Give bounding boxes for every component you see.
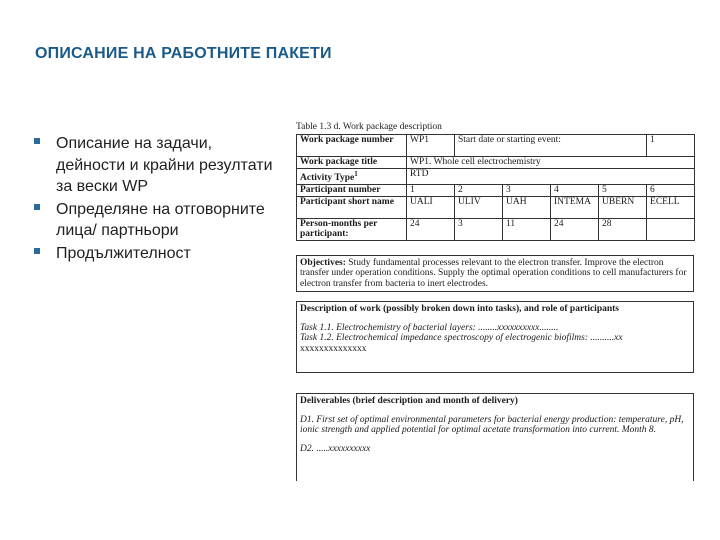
activity-type-value: RTD: [407, 169, 695, 185]
person-months-cell: 28: [599, 218, 647, 240]
wp-number-label: Work package number: [297, 135, 407, 157]
participant-name-label: Participant short name: [297, 196, 407, 218]
square-bullet-icon: [34, 138, 40, 144]
objectives-box: [296, 255, 694, 293]
wp-number-value: WP1: [407, 135, 455, 157]
task-line: Task 1.2. Electrochemical impedance spectroscopy of electrogenic biofilms: ..........xx: [300, 333, 623, 344]
person-months-cell: [647, 218, 695, 240]
square-bullet-icon: [34, 248, 40, 254]
objectives-label: Objectives:: [300, 257, 346, 268]
table-row: [297, 184, 695, 196]
participant-number-label: Participant number: [297, 184, 407, 196]
task-line-continued: xxxxxxxxxxxxxx: [300, 343, 367, 354]
participant-number-cell: 6: [647, 184, 695, 196]
deliverables-label: Deliverables (brief description and month of delivery): [300, 396, 518, 407]
person-months-cell: 24: [551, 218, 599, 240]
participant-number-cell: 5: [599, 184, 647, 196]
bullet-item: [34, 243, 274, 265]
participant-name-cell: UAH: [503, 196, 551, 218]
person-months-cell: 24: [407, 218, 455, 240]
deliverable-d1: D1. First set of optimal environmental parameters for bacterial energy production: temperature, pH, ionic strength and applied potential for optimal acetate transformation into current. Month 8.: [300, 414, 684, 436]
person-months-cell: 3: [455, 218, 503, 240]
start-date-label: Start date or starting event:: [455, 135, 647, 157]
participant-name-cell: UBERN: [599, 196, 647, 218]
table-row: [297, 169, 695, 185]
person-months-label: Person-months per participant:: [297, 218, 407, 240]
table-row: [297, 135, 695, 157]
start-date-value: 1: [647, 135, 695, 157]
participant-name-cell: ULIV: [455, 196, 503, 218]
bullet-text: Продължителност: [56, 244, 191, 262]
participant-name-cell: INTEMA: [551, 196, 599, 218]
description-box: [296, 301, 694, 373]
wp-title-value: WP1. Whole cell electrochemistry: [407, 157, 695, 169]
table-row: [297, 218, 695, 240]
table-row: [297, 196, 695, 218]
bullet-item: [34, 133, 274, 198]
person-months-cell: 11: [503, 218, 551, 240]
bullet-text: Определяне на отговорните лица/ партньори: [56, 200, 265, 239]
participant-number-cell: 4: [551, 184, 599, 196]
task-line: Task 1.1. Electrochemistry of bacterial layers: ........xxxxxxxxxx........: [300, 322, 559, 333]
table-caption: Table 1.3 d. Work package description: [296, 122, 442, 132]
page-title: ОПИСАНИЕ НА РАБОТНИТЕ ПАКЕТИ: [35, 45, 332, 62]
square-bullet-icon: [34, 204, 40, 210]
bullet-list: [34, 133, 274, 265]
participant-name-cell: ECELL: [647, 196, 695, 218]
participant-number-cell: 1: [407, 184, 455, 196]
bullet-text: Описание на задачи, дейности и крайни резултати за вески WP: [56, 135, 273, 195]
work-package-table: [296, 134, 695, 241]
deliverable-d2: D2. .....xxxxxxxxxx: [300, 443, 371, 454]
activity-type-label: Activity Type$^1$: [297, 169, 407, 185]
participant-number-cell: 2: [455, 184, 503, 196]
deliverables-box: [296, 393, 694, 481]
table-row: [297, 157, 695, 169]
objectives-text: Study fundamental processes relevant to the electron transfer. Improve the electron transfer under operation conditions. Supply the optimal operation conditions to cell manufacturers for electron transfer from bacteria to inert electrodes.: [300, 257, 687, 289]
participant-name-cell: UALI: [407, 196, 455, 218]
participant-number-cell: 3: [503, 184, 551, 196]
bullet-item: [34, 199, 274, 242]
description-label: Description of work (possibly broken down into tasks), and role of participants: [300, 304, 619, 315]
wp-title-label: Work package title: [297, 157, 407, 169]
work-package-document: [296, 122, 694, 481]
